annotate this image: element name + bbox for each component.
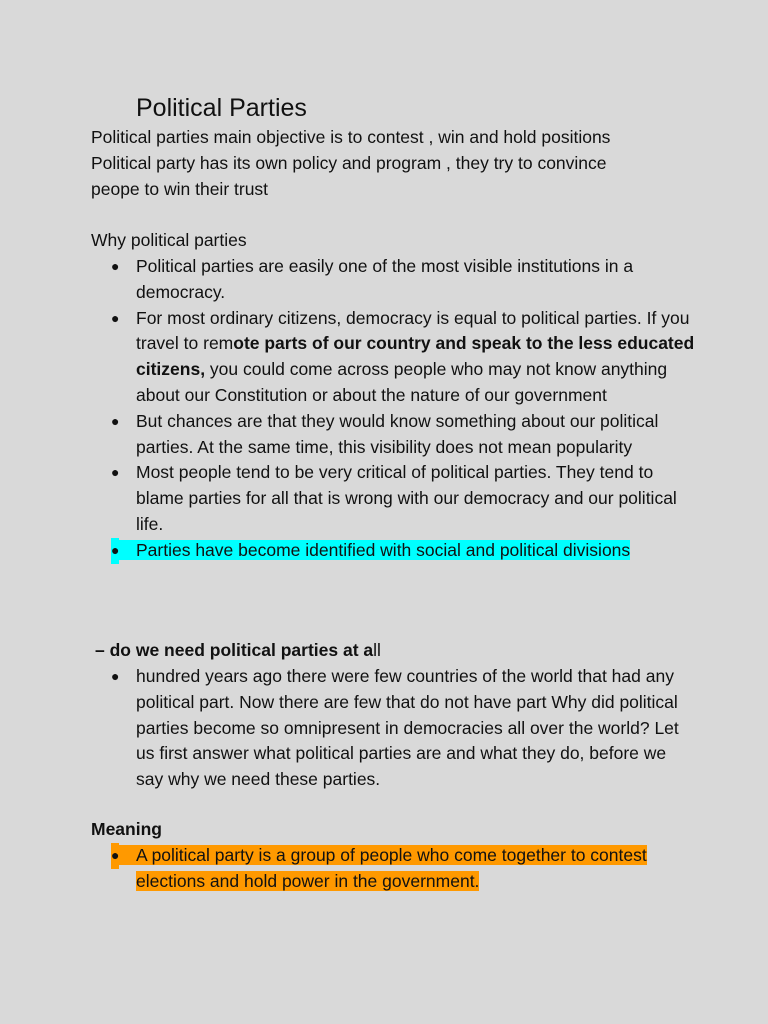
- bullet-icon: ●: [111, 309, 120, 326]
- intro-line-2: Political party has its own policy and program , they try to convince: [91, 153, 607, 173]
- bullet-icon: ●: [111, 412, 120, 429]
- list-item-text: Political parties are easily one of the most visible institutions in a democracy.: [136, 256, 634, 302]
- list-item-text: A political party is a group of people who come together to contest elections and hold power in the government.: [114, 845, 647, 891]
- need-heading: [95, 638, 735, 664]
- list-item-highlighted: [0, 843, 696, 895]
- intro-line-1: Political parties main objective is to contest , win and hold positions: [91, 127, 611, 147]
- bullet-icon: ●: [111, 538, 119, 564]
- why-heading: Why political parties: [91, 230, 247, 250]
- why-list: [0, 254, 768, 564]
- bullet-icon: ●: [111, 843, 119, 869]
- bullet-icon: ●: [111, 464, 120, 481]
- list-item-text: you could come across people who may not know anything about our Constitution or about the nature of our government: [136, 359, 668, 405]
- need-heading-bold: – do we need political parties at a: [95, 640, 374, 660]
- need-list: [0, 664, 768, 793]
- meaning-list: [0, 843, 768, 895]
- list-item: [0, 409, 696, 461]
- page-title: Political Parties: [136, 94, 307, 122]
- intro-line-3: peope to win their trust: [91, 179, 269, 199]
- list-item-text: Most people tend to be very critical of political parties. They tend to blame parties for all that is wrong with our democracy and our political life.: [136, 462, 677, 534]
- list-item-highlighted: [0, 538, 696, 564]
- list-item: [0, 254, 696, 306]
- list-item-text: But chances are that they would know something about our political parties. At the same time, this visibility does not mean popularity: [136, 410, 659, 457]
- bullet-icon: ●: [111, 668, 120, 684]
- list-item: [0, 460, 696, 537]
- list-item: [0, 664, 696, 793]
- need-heading-rest: ll: [373, 640, 381, 660]
- list-item-text: For most ordinary citizens, democracy is equal to political parties. If you travel to rem: [136, 307, 690, 354]
- list-item-text: hundred years ago there were few countries of the world that had any political part. Now there are few that do not have part Why did political parties become so omnipresent in democracies all over the world? Let us first answer what political parties are and what they do, before we say why we need these parties.: [136, 666, 679, 790]
- meaning-heading: Meaning: [91, 819, 162, 839]
- list-item-bold-text: ote parts of our country and speak to the less educated citizens,: [136, 333, 695, 380]
- list-item-text: Parties have become identified with social and political divisions: [114, 540, 630, 560]
- list-item: [0, 306, 696, 409]
- bullet-icon: ●: [111, 258, 120, 274]
